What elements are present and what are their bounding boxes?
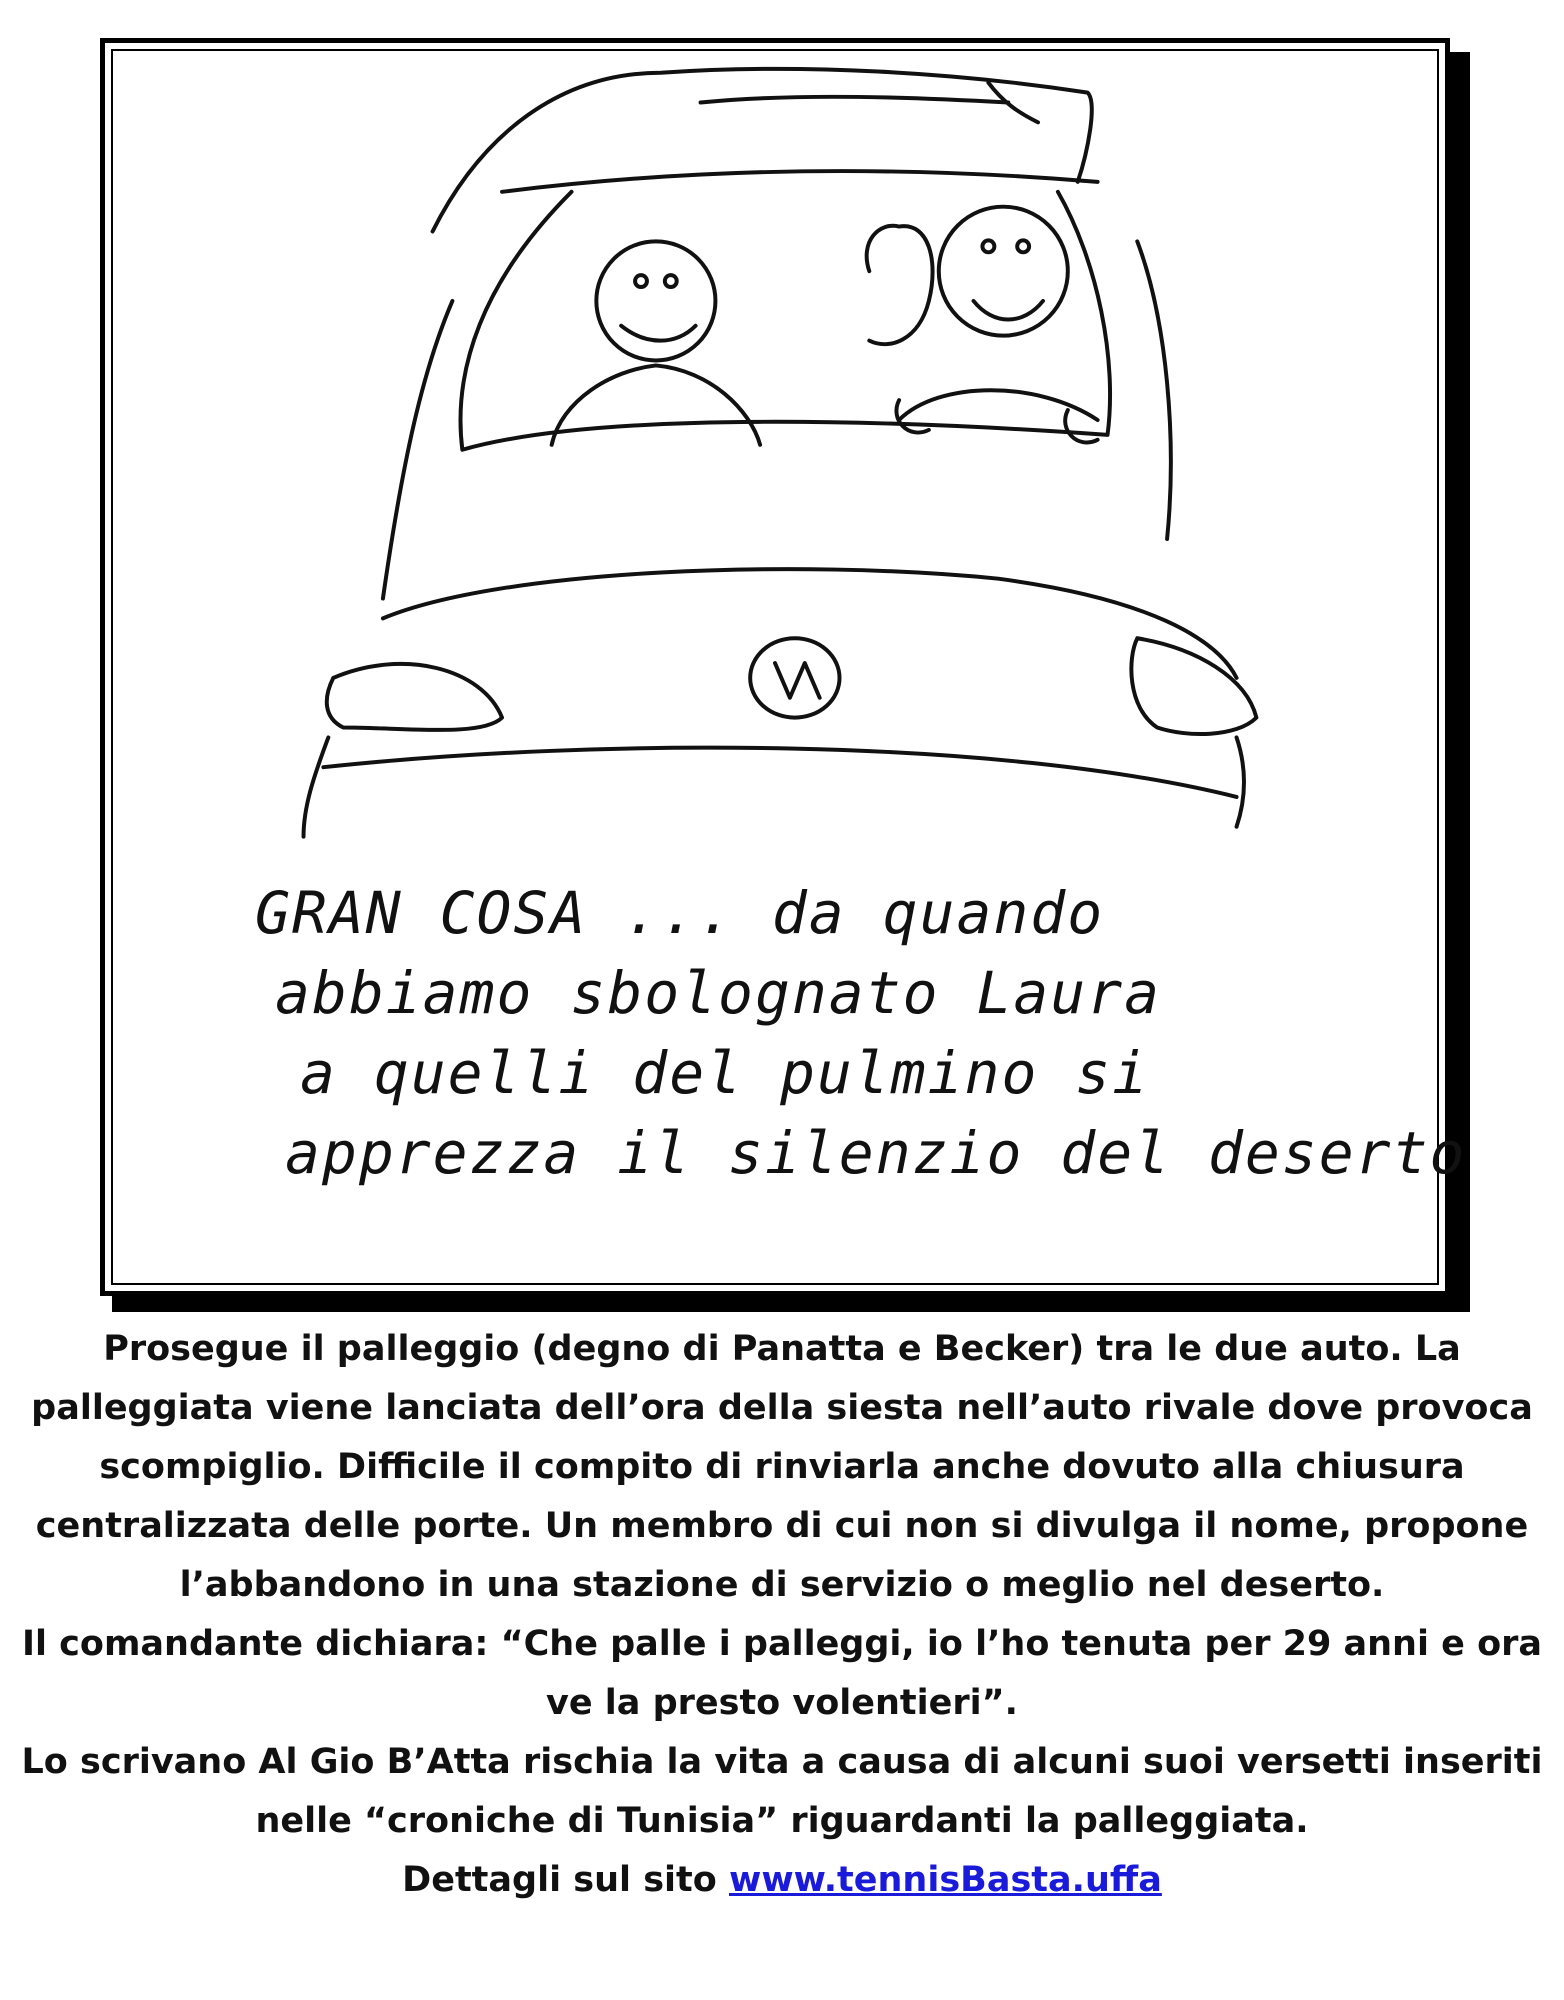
car-bottom xyxy=(323,748,1236,797)
headlight-right xyxy=(1131,638,1256,734)
site-link[interactable]: www.tennisBasta.uffa xyxy=(728,1860,1162,1900)
story-text xyxy=(20,1320,1544,1910)
handwritten-caption xyxy=(255,873,1467,1193)
story-paragraph-1: Prosegue il palleggio (degno di Panatta e Becker) tra le due auto. La palleggiata viene lanciata dell’ora della siesta nell’auto rivale dove provoca scompiglio. Difficile il compito di rinviarla anche dovuto alla chiusura centralizzata delle porte. Un membro di cui non si divulga il nome, propone l’abbandono in una stazione di servizio o meglio nel deserto. xyxy=(31,1329,1533,1605)
bonnet xyxy=(383,569,1237,678)
passenger-1-eye xyxy=(665,275,677,287)
drawing-frame xyxy=(100,38,1467,1296)
details-prefix: Dettagli sul sito xyxy=(402,1860,729,1900)
car-roof-accent xyxy=(701,97,1009,103)
story-paragraph-3: Lo scrivano Al Gio B’Atta rischia la vita a causa di alcuni suoi versetti inseriti nelle “croniche di Tunisia” riguardanti la palleggiata. xyxy=(21,1742,1543,1841)
passenger-1-head xyxy=(596,241,715,360)
passenger-1-mouth xyxy=(621,326,695,341)
car-lower-left xyxy=(304,737,329,836)
driver-eye xyxy=(982,240,994,252)
car-lower-right xyxy=(1237,737,1244,826)
car-roof-line xyxy=(502,171,1098,192)
passenger-2-head xyxy=(867,226,933,344)
caption-line: GRAN COSA ... da quando xyxy=(255,879,1105,947)
car-logo xyxy=(750,638,839,717)
headlight-left xyxy=(327,664,502,730)
passenger-1-body xyxy=(552,365,760,444)
details-line xyxy=(20,1851,1544,1910)
car-body-left xyxy=(383,301,452,599)
story-paragraph-2: Il comandante dichiara: “Che palle i palleggi, io l’ho tenuta per 29 anni e ora ve la presto volentieri”. xyxy=(21,1624,1543,1723)
passenger-1-eye xyxy=(635,275,647,287)
driver-eye xyxy=(1017,240,1029,252)
driver-head xyxy=(939,207,1068,336)
car-body-right xyxy=(1137,241,1171,539)
caption-line: a quelli del pulmino si xyxy=(300,1039,1150,1107)
driver-mouth xyxy=(974,301,1043,320)
car-logo-mark xyxy=(775,663,820,698)
caption-line: apprezza il silenzio del deserto xyxy=(285,1119,1467,1187)
caption-line: abbiamo sbolognato Laura xyxy=(275,959,1162,1027)
